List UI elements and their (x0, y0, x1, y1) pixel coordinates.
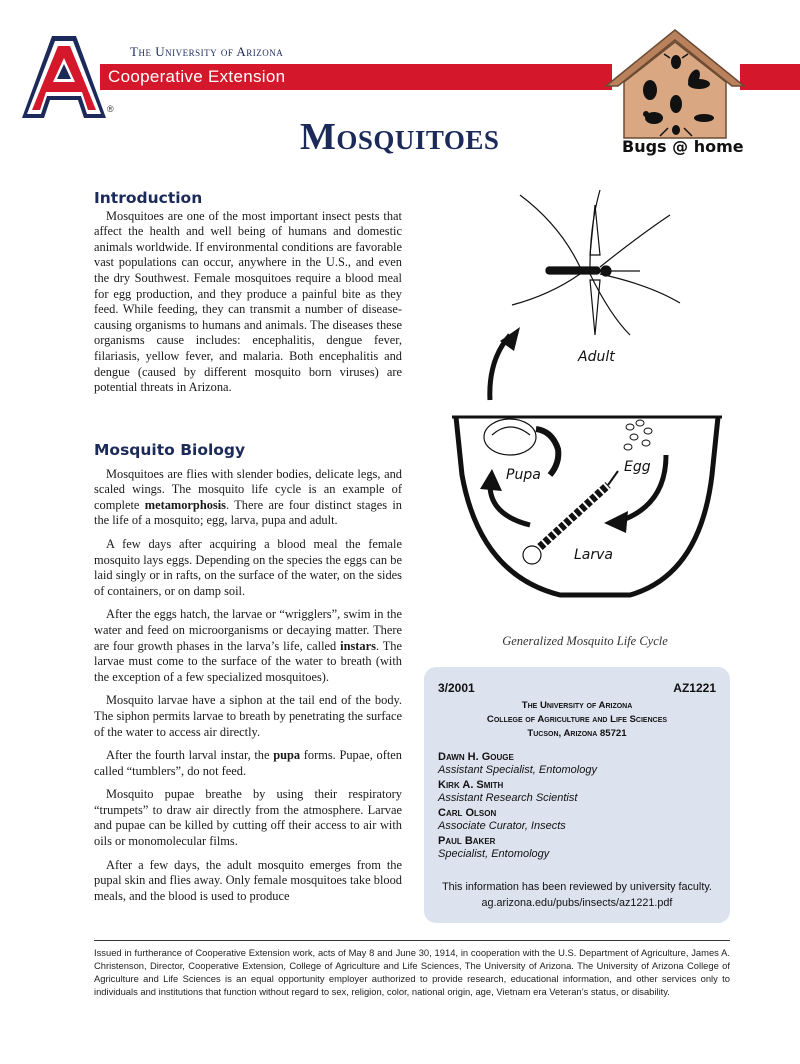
publication-date: 3/2001 (438, 681, 475, 695)
author-entry (438, 779, 716, 805)
publication-code: AZ1221 (673, 681, 716, 695)
publication-info-box (424, 667, 730, 923)
university-name: The University of Arizona (130, 44, 284, 59)
biology-heading: Mosquito Biology (94, 441, 246, 459)
org-line-college: College of Agriculture and Life Sciences (486, 714, 668, 725)
registered-mark: ® (107, 104, 114, 114)
author-title: Specialist, Entomology (438, 848, 550, 860)
biology-paragraph-3: After the eggs hatch, the larvae or “wrigglers”, swim in the water and feed on microorganisms or decaying matter. There are four growth phases in the larva’s life, called instars. The larvae must come to the surface of the water to breath (with the exception of a few specialized mosquitoes). (94, 607, 402, 684)
introduction-section (94, 191, 402, 396)
biology-paragraph-2: A few days after acquiring a blood meal the female mosquito lays eggs. Depending on the species the eggs can be laid singly or in rafts, on the surface of the water, on the sides of containers, or on damp soil. (94, 536, 402, 598)
term-pupa: pupa (273, 748, 301, 763)
header-red-band-right (740, 64, 800, 90)
author-name: Paul Baker (438, 835, 496, 847)
page-title: Mosquitoes (300, 116, 500, 158)
biology-paragraph-7: After a few days, the adult mosquito emerges from the pupal skin and flies away. Only female mosquitoes take blood meals, and the blood is used to produce (94, 857, 402, 903)
arrow-larva-to-pupa (490, 485, 530, 525)
figure-caption: Generalized Mosquito Life Cycle (502, 634, 668, 648)
biology-paragraph-4: Mosquito larvae have a siphon at the tail end of the body. The siphon permits larvae to breath by penetrating the surface of the water to access air directly. (94, 693, 402, 739)
author-name: Kirk A. Smith (438, 779, 504, 791)
mosquito-life-cycle-diagram (440, 185, 730, 605)
author-title: Assistant Specialist, Entomology (438, 764, 597, 776)
biology-section (94, 443, 402, 912)
term-instars: instars (340, 638, 376, 653)
author-entry (438, 835, 716, 861)
department-name: Cooperative Extension (108, 67, 286, 86)
series-label: Bugs @ home (622, 137, 744, 156)
author-list (438, 751, 716, 861)
author-title: Assistant Research Scientist (438, 792, 578, 804)
biology-paragraph-1: Mosquitoes are flies with slender bodies, delicate legs, and scaled wings. The mosquito life cycle is an example of complete metamorphosis. There are four distinct stages in the life of a mosquito; egg, larva, pupa and adult. (94, 466, 402, 528)
footer-divider (94, 940, 730, 941)
adult-mosquito-drawing (512, 190, 680, 335)
review-note: This information has been reviewed by university faculty. ag.arizona.edu/pubs/insects/az1221.pdf (438, 879, 716, 911)
publication-id-row (438, 681, 716, 695)
author-title: Associate Curator, Insects (438, 820, 566, 832)
label-egg: Egg (624, 459, 651, 475)
author-entry (438, 807, 716, 833)
introduction-paragraph: Mosquitoes are one of the most important insect pests that affect the health and well being of humans and domestic animals worldwide. If environmental conditions are favorable vast populations can occur, anywhere in the U.S., and even the dry Southwest. Female mosquitoes require a blood meal for egg production, and they produce a painful bite as they feed. While feeding, they can transmit a number of disease-causing organisms to humans and animals. The diseases these organisms cause includes: encephalitis, dengue fever, filariasis, yellow fever, and malaria. Both encephalitis and dengue (caused by different mosquito born viruses) are potential threats in Arizona. (94, 208, 402, 395)
biology-paragraph-6: Mosquito pupae breathe by using their respiratory “trumpets” to draw air directly from the atmosphere. Larvae and pupae can be killed by cutting off their access to air with oils or monomolecular films. (94, 787, 402, 849)
university-logo (22, 36, 106, 118)
eggs-drawing (624, 420, 652, 450)
label-larva: Larva (574, 547, 613, 563)
term-metamorphosis: metamorphosis (144, 497, 226, 512)
footer-legal-text: Issued in furtherance of Cooperative Extension work, acts of May 8 and June 30, 1914, in cooperation with the U.S. Department of Agriculture, James A. Christenson, Director, Cooperative Extension, College of Agriculture and Life Sciences, The University of Arizona. The University of Arizona College of Agriculture and Life Sciences is an equal opportunity employer authorized to provide research, educational information, and other services only to individuals and institutions that function without regard to sex, religion, color, national origin, age, Vietnam era Veteran’s status, or disability. (94, 947, 730, 997)
biology-paragraph-5: After the fourth larval instar, the pupa forms. Pupae, often called “tumblers”, do not feed. (94, 748, 403, 778)
publication-url: ag.arizona.edu/pubs/insects/az1221.pdf (481, 897, 673, 909)
org-line-university: The University of Arizona (521, 700, 633, 711)
label-pupa: Pupa (506, 467, 541, 483)
author-name: Dawn H. Gouge (438, 751, 514, 763)
author-entry (438, 751, 716, 777)
org-line-address: Tucson, Arizona 85721 (527, 728, 627, 739)
bugs-house-icon (604, 28, 746, 144)
author-name: Carl Olson (438, 807, 497, 819)
introduction-heading: Introduction (94, 189, 203, 207)
label-adult: Adult (578, 349, 615, 365)
